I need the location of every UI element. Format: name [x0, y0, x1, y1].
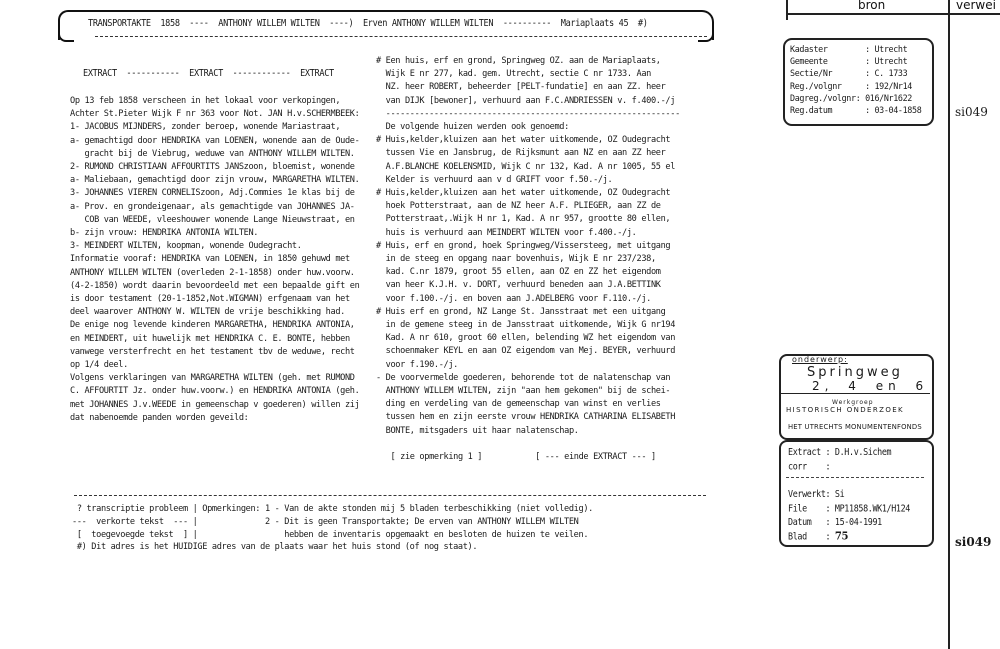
extract-by: Extract : D.H.v.Sichem — [788, 446, 892, 458]
onderwerp-label: onderwerp: — [792, 355, 848, 364]
text-line: Kelder is verhuurd aan v d GRIFT voor f.50.-/j. — [376, 174, 613, 185]
text-line: dat nabenoemde panden worden geveild: — [70, 412, 249, 423]
kadaster-details — [790, 43, 921, 116]
text-line: ------------------------------------------------------------- — [376, 108, 680, 119]
text-line: De enige nog levende kinderen MARGARETHA, HENDRIKA ANTONIA, — [70, 320, 355, 331]
legend-line: [ toegevoegde tekst ] | hebben de inventaris opgemaakt en besloten de huizen te veilen. — [72, 529, 589, 540]
legend-line: --- verkorte tekst --- | 2 - Dit is geen Transportakte; De erven van ANTHONY WILLEM WILTEN — [72, 516, 579, 527]
right-column — [376, 55, 680, 464]
text-line: Wijk E nr 277, kad. gem. Utrecht, sectie C nr 1733. Aan — [376, 69, 651, 80]
text-line: [ zie opmerking 1 ] [ --- einde EXTRACT --- ] — [376, 452, 656, 463]
onderwerp-street: Springweg — [807, 365, 903, 380]
kadaster-line: Dagreg./volgnr: 016/Nr1622 — [790, 92, 912, 103]
file-field: File : MP11858.WK1/H124 — [788, 502, 910, 514]
text-line: is door testament (20-1-1852,Not.WIGMAN) erfgenaam van het — [70, 294, 350, 305]
verwei-header: verwei — [956, 0, 996, 12]
text-line: Op 13 feb 1858 verscheen in het lokaal voor verkopingen, — [70, 96, 341, 106]
text-line: voor f.190.-/j. — [376, 359, 459, 370]
text-line: in de gemene steeg in de Jansstraat uitkomende, Wijk G nr194 — [376, 320, 676, 331]
onderwerp-numbers: 2, 4 en 6 — [812, 379, 929, 393]
text-line: 1- JACOBUS MIJNDERS, zonder beroep, wonende Mariastraat, — [70, 122, 341, 133]
bottom-divider — [74, 495, 706, 496]
text-line: # Huis,kelder,kluizen aan het water uitkomende, OZ Oudegracht — [376, 188, 671, 199]
text-line: De volgende huizen werden ook genoemd: — [376, 122, 569, 133]
column-separator — [948, 0, 950, 649]
text-line: deel waarover ANTHONY W. WILTEN de vrije beschikking had. — [70, 307, 345, 318]
text-line: en MEINDERT, uit huwelijk met HENDRIKA C. E. BONTE, hebben — [70, 333, 350, 344]
text-line: Potterstraat,.Wijk H nr 1, Kad. A nr 957, grootte 80 ellen, — [376, 214, 671, 225]
text-line: 3- MEINDERT WILTEN, koopman, wonende Oudegracht. — [70, 241, 302, 252]
legend-line: #) Dit adres is het HUIDIGE adres van de plaats waar het huis stond (of nog staat). — [72, 542, 478, 553]
legend-block — [72, 503, 593, 554]
kadaster-line: Reg./volgnr : 192/Nr14 — [790, 80, 912, 91]
text-line: Informatie vooraf: HENDRIKA van LOENEN, in 1850 gehuwd met — [70, 254, 350, 265]
document-title: TRANSPORTAKTE 1858 ---- ANTHONY WILLEM WILTEN ----) Erven ANTHONY WILLEM WILTEN ---------- Mariaplaats 45 #) — [88, 18, 648, 30]
fonds-name: HET UTRECHTS MONUMENTENFONDS — [788, 423, 922, 431]
text-line: COB van WEEDE, vleeshouwer wonende Lange Nieuwstraat, en — [70, 214, 355, 225]
text-line: van DIJK [bewoner], verhuurd aan F.C.ANDRIESSEN v. f.400.-/j — [376, 95, 676, 106]
text-line: A.F.BLANCHE KOELENSMID, Wijk C nr 132, Kad. A nr 1005, 55 el — [376, 161, 676, 172]
text-line: met JOHANNES J.v.WEEDE in gemeenschap v goederen) willen zij — [70, 399, 360, 410]
blad-field — [788, 529, 910, 544]
kadaster-line: Gemeente : Utrecht — [790, 56, 908, 67]
text-line: tussen hem en zijn eerste vrouw HENDRIKA CATHARINA ELISABETH — [376, 412, 676, 423]
text-line: a- Maliebaan, gemachtigd door zijn vrouw, MARGARETHA WILTEN. — [70, 175, 360, 186]
text-line: b- zijn vrouw: HENDRIKA ANTONIA WILTEN. — [70, 228, 259, 239]
kadaster-line: Sectie/Nr : C. 1733 — [790, 68, 908, 79]
blad-label: Blad : — [788, 530, 835, 542]
text-line: # Een huis, erf en grond, Springweg OZ. aan de Mariaplaats, — [376, 56, 661, 66]
text-line: # Huis,kelder,kluizen aan het water uitkomende, OZ Oudegracht — [376, 135, 671, 146]
text-line: voor f.100.-/j. en boven aan J.ADELBERG voor F.110.-/j. — [376, 293, 651, 304]
kadaster-line: Reg.datum : 03-04-1858 — [790, 105, 922, 116]
text-line: tussen Vie en Jansbrug, de Rijksmunt aan NZ en aan ZZ heer — [376, 148, 666, 159]
text-line: 3- JOHANNES VIEREN CORNELISzoon, Adj.Commies 1e klas bij de — [70, 188, 355, 199]
verwerkt-field: Verwerkt: Si — [788, 488, 845, 500]
text-line: # Huis, erf en grond, hoek Springweg/Vissersteeg, met uitgang — [376, 240, 671, 251]
extract-heading: EXTRACT ----------- EXTRACT ------------ EXTRACT — [83, 68, 334, 80]
datum-field: Datum : 15-04-1991 — [788, 516, 882, 528]
werkgroep-label: Werkgroep — [832, 399, 874, 406]
text-line: vanwege versterfrecht en het testament tbv de weduwe, recht — [70, 346, 355, 357]
text-line: NZ. heer ROBERT, beheerder [PELT-fundatie] en aan ZZ. heer — [376, 82, 666, 93]
info-details — [788, 487, 910, 544]
reference-code-bottom: si049 — [955, 535, 992, 549]
info-divider — [786, 477, 924, 478]
text-line: op 1/4 deel. — [70, 360, 128, 371]
text-line — [376, 438, 680, 451]
kadaster-line: Kadaster : Utrecht — [790, 44, 908, 54]
text-line: schoenmaker KEYL en aan OZ eigendom van Mej. BEYER, verhuurd — [376, 346, 676, 357]
bron-table-header-line — [786, 13, 1000, 15]
blad-value: 75 — [834, 530, 849, 543]
text-line: BONTE, mitsgaders uit haar nalatenschap. — [376, 425, 579, 436]
text-line: kad. C.nr 1879, groot 55 ellen, aan OZ en ZZ het eigendom — [376, 267, 661, 278]
text-line: Achter St.Pieter Wijk F nr 363 voor Not. JAN H.v.SCHERMBEEK: — [70, 109, 360, 120]
text-line: a- Prov. en grondeigenaar, als gemachtigde van JOHANNES JA- — [70, 201, 355, 212]
text-line: ANTHONY WILLEM WILTEN, zijn "aan hem gekomen" bij de schei- — [376, 386, 671, 397]
text-line: van heer K.J.H. v. DORT, verhuurd beneden aan J.A.BETTINK — [376, 280, 661, 291]
text-line: 2- RUMOND CHRISTIAAN AFFOURTITS JANSzoon, bloemist, wonende — [70, 162, 355, 173]
text-line: (4-2-1850) wordt daarin bevoordeeld met een bepaalde gift en — [70, 280, 360, 291]
text-line: Kad. A nr 610, groot 60 ellen, belending WZ het eigendom van — [376, 333, 676, 344]
text-line: C. AFFOURTIT Jz. onder huw.voorw.) en HENDRIKA ANTONIA (geh. — [70, 386, 360, 397]
text-line: # Huis erf en grond, NZ Lange St. Jansstraat met een uitgang — [376, 306, 666, 317]
bron-header: bron — [858, 0, 886, 12]
text-line: in de steeg en opgang naar bovenhuis, Wijk E nr 237/238, — [376, 254, 656, 265]
reference-code-top: si049 — [955, 105, 988, 119]
header-divider — [95, 36, 707, 37]
text-line: ding en verdeling van de gemeenschap van winst en verlies — [376, 399, 661, 410]
text-line: - De voorvermelde goederen, behorende tot de nalatenschap van — [376, 372, 671, 383]
corr-field: corr : — [788, 460, 831, 472]
text-line: gracht bij de Viebrug, weduwe van ANTHONY WILLEM WILTEN. — [70, 148, 355, 159]
legend-line: ? transcriptie probleem | Opmerkingen: 1 - Van de akte stonden mij 5 bladen terbeschikking (niet volledig). — [72, 504, 593, 514]
text-line: hoek Potterstraat, aan de NZ heer A.F. PLIEGER, aan ZZ de — [376, 201, 661, 212]
onderwerp-separator — [781, 393, 930, 394]
bron-table-border — [786, 0, 788, 20]
info-header — [788, 445, 891, 473]
left-column — [70, 95, 359, 425]
text-line: huis is verhuurd aan MEINDERT WILTEN voor f.400.-/j. — [376, 227, 637, 238]
werkgroep-name: HISTORISCH ONDERZOEK — [786, 406, 905, 414]
text-line: Volgens verklaringen van MARGARETHA WILTEN (geh. met RUMOND — [70, 373, 355, 384]
text-line: ANTHONY WILLEM WILTEN (overleden 2-1-1858) onder huw.voorw. — [70, 267, 355, 278]
text-line: a- gemachtigd door HENDRIKA van LOENEN, wonende aan de Oude- — [70, 135, 360, 146]
